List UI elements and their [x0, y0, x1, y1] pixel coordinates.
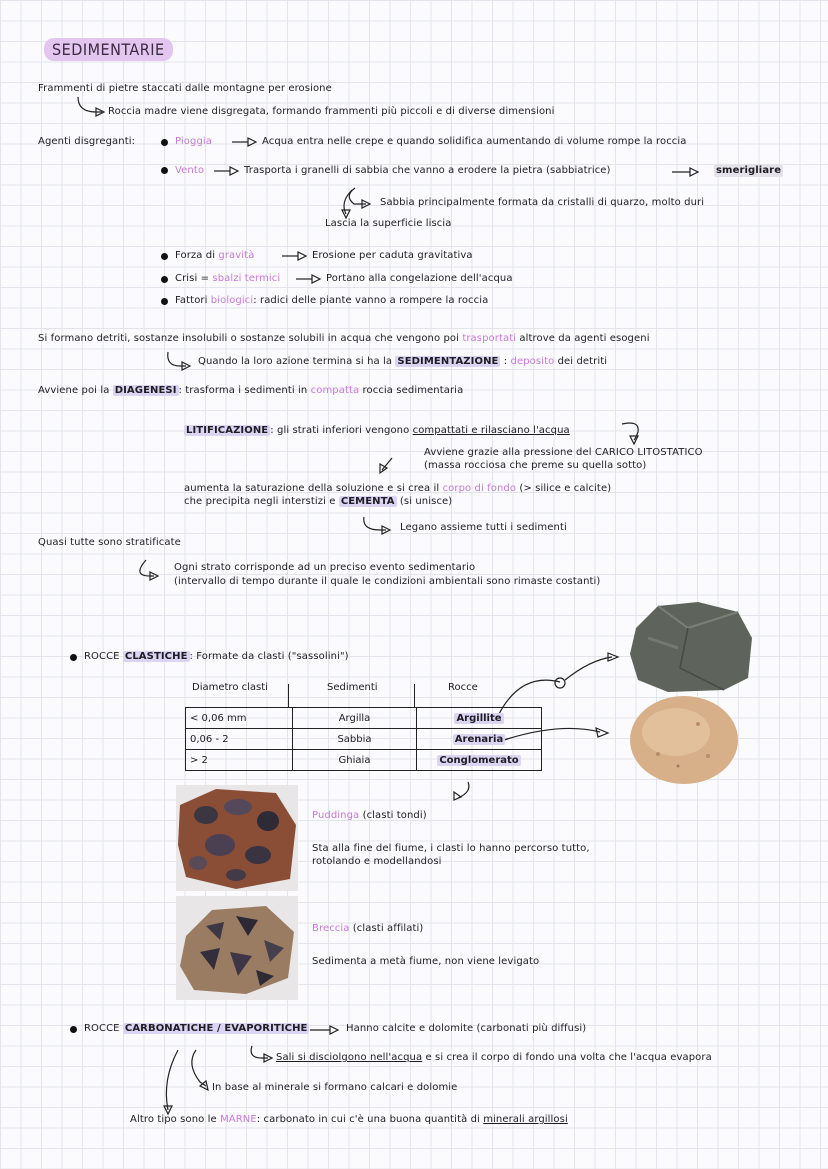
arrow-sali — [251, 1046, 268, 1058]
text-carbonatiche: ROCCE CARBONATICHE / EVAPORITICHE — [84, 1023, 308, 1034]
text-vento-desc: Trasporta i granelli di sabbia che vanno a erodere la pietra (sabbiatrice) — [244, 165, 611, 176]
table-cell: Ghiaia — [293, 750, 417, 771]
puddinga-rock-image — [176, 785, 298, 891]
text-breccia: Breccia (clasti affilati) — [312, 923, 424, 934]
table-cell: Argilla — [293, 708, 417, 729]
clasti-table — [185, 707, 542, 771]
table-row — [186, 708, 542, 729]
table-cell: 0,06 - 2 — [186, 729, 293, 750]
table-cell: Argillite — [417, 708, 542, 729]
arrow-minerale — [192, 1050, 206, 1086]
bullet — [161, 276, 168, 283]
text-marne: Altro tipo sono le MARNE: carbonato in cui c'è una buona quantità di minerali argillosi — [130, 1114, 568, 1125]
text-vento: Vento — [175, 165, 205, 176]
text-litificazione: LITIFICAZIONE : gli strati inferiori vengono compattati e rilasciano l'acqua — [186, 425, 570, 436]
text-smerigliare: smerigliare — [716, 165, 782, 176]
arrow-marne — [166, 1050, 178, 1110]
text-forza-desc: Erosione per caduta gravitativa — [312, 250, 473, 261]
table-header-rocce: Rocce — [448, 682, 478, 693]
table-cell: Conglomerato — [417, 750, 542, 771]
text-diagenesi: Avviene poi la DIAGENESI : trasforma i sedimenti in compatta roccia sedimentaria — [38, 385, 464, 396]
table-row — [186, 750, 542, 771]
text-puddinga-b: rotolando e modellandosi — [312, 856, 442, 867]
bullet — [161, 253, 168, 260]
table-row — [186, 729, 542, 750]
page-title: SEDIMENTARIE — [44, 38, 173, 61]
text-sabbia: Sabbia principalmente formata da cristalli di quarzo, molto duri — [380, 197, 705, 208]
text-puddinga: Puddinga (clasti tondi) — [312, 810, 427, 821]
text-pioggia-desc: Acqua entra nelle crepe e quando solidifica aumentando di volume rompe la roccia — [262, 136, 687, 147]
table-divider — [288, 684, 289, 708]
text-legano: Legano assieme tutti i sedimenti — [400, 522, 567, 533]
table-header-sedimenti: Sedimenti — [327, 682, 378, 693]
label-agenti: Agenti disgreganti: — [38, 136, 136, 147]
table-cell: Arenaria — [417, 729, 542, 750]
text-pressione-a: Avviene grazie alla pressione del CARICO LITOSTATICO — [424, 447, 703, 458]
bullet — [70, 1026, 77, 1033]
table-header-diametro: Diametro clasti — [192, 682, 268, 693]
arrow-legano — [364, 517, 386, 530]
text-strato-a: Ogni strato corrisponde ad un preciso evento sedimentario — [174, 562, 476, 573]
table-divider — [414, 684, 415, 708]
bullet — [161, 167, 168, 174]
text-puddinga-a: Sta alla fine del fiume, i clasti lo hanno percorso tutto, — [312, 843, 590, 854]
text-roccia-madre: Roccia madre viene disgregata, formando frammenti più piccoli e di diverse dimensioni — [108, 106, 555, 117]
text-clastiche: ROCCE CLASTICHE : Formate da clasti ("sassolini") — [84, 651, 349, 662]
text-crisi-desc: Portano alla congelazione dell'acqua — [326, 273, 513, 284]
table-cell: Sabbia — [293, 729, 417, 750]
text-pressione-b: (massa rocciosa che preme su quella sotto) — [424, 460, 647, 471]
text-superficie: Lascia la superficie liscia — [325, 218, 452, 229]
text-carb-desc: Hanno calcite e dolomite (carbonati più diffusi) — [346, 1023, 587, 1034]
text-precipita: che precipita negli interstizi e CEMENTA (si unisce) — [184, 496, 453, 507]
text-saturazione: aumenta la saturazione della soluzione e si crea il corpo di fondo (> silice e calcite) — [184, 483, 612, 494]
text-stratificate: Quasi tutte sono stratificate — [38, 537, 181, 548]
breccia-rock-image — [176, 896, 298, 1000]
text-forza: Forza di gravità — [175, 250, 255, 261]
text-pioggia: Pioggia — [175, 136, 213, 147]
text-fattori: Fattori biologici: radici delle piante vanno a rompere la roccia — [175, 295, 489, 306]
text-frammenti: Frammenti di pietre staccati dalle montagne per erosione — [38, 83, 332, 94]
arenaria-rock-image — [628, 694, 740, 790]
arrow-sedimentazione — [168, 352, 186, 366]
text-detriti: Si formano detriti, sostanze insolubili o sostanze solubili in acqua che vengono poi trasportati altrove da agenti esogeni — [38, 333, 650, 344]
bullet — [161, 139, 168, 146]
table-cell: > 2 — [186, 750, 293, 771]
bullet — [70, 654, 77, 661]
table-cell: < 0,06 mm — [186, 708, 293, 729]
text-minerale: In base al minerale si formano calcari e dolomie — [212, 1082, 458, 1093]
text-strato-b: (intervallo di tempo durante il quale le condizioni ambientali sono rimaste costanti) — [174, 576, 601, 587]
text-crisi: Crisi = sbalzi termici — [175, 273, 281, 284]
text-breccia-a: Sedimenta a metà fiume, non viene levigato — [312, 956, 540, 967]
text-sedimentazione: Quando la loro azione termina si ha la SEDIMENTAZIONE : deposito dei detriti — [198, 356, 608, 367]
text-sali: Sali si disciolgono nell'acqua e si crea il corpo di fondo una volta che l'acqua evapora — [276, 1052, 712, 1063]
argillite-rock-image — [628, 598, 754, 694]
bullet — [161, 298, 168, 305]
